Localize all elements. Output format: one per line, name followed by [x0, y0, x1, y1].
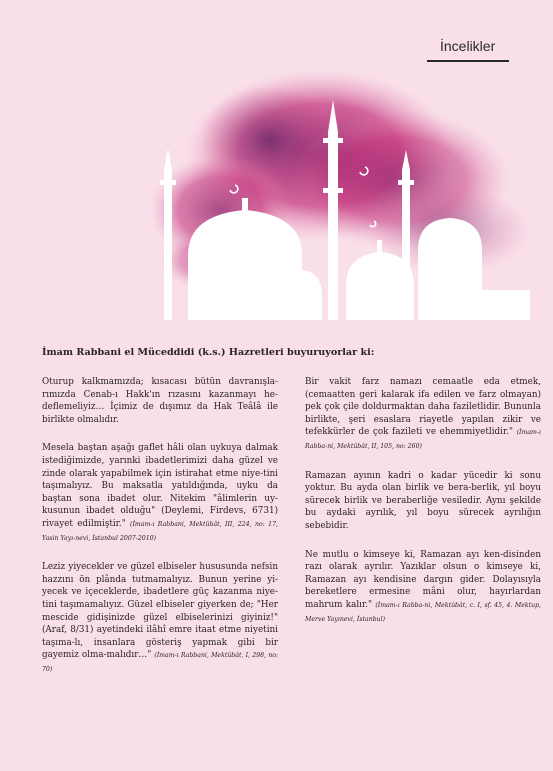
left-column: [42, 376, 278, 692]
paragraph-text: Oturup kalkmamızda; kısacası bütün davranışla-rımızda Cenab-ı Hakk'ın rızasını kazanmayı he-deflemeliyiz… İçimiz de dışımız da Hak Teâlâ ile birlikte olmalıdır.: [42, 377, 278, 425]
paragraph-text: Bir vakit farz namazı cemaatle eda etmek, (cemaatten geri kalarak ifa edilen ve farz olmayan) pek çok çile doldurmaktan daha faziletlidir. Bununla birlikte, şeri esaslara riayetle yapılan zikir ve tefekkürler de çok fazileti ve ehemmiyetlidir.": [305, 377, 541, 438]
paragraph: [42, 442, 278, 545]
section-label: İncelikler: [440, 38, 496, 54]
paragraph: [305, 470, 541, 533]
paragraph-text: Ne mutlu o kimseye ki, Ramazan ayı ken-disinden razı olarak ayrılır. Yazıklar olsun o kimseye ki, Ramazan ayı kendisine dargın gider. Dolayısıyla bereketlere ermesine mâni olur, hayırlardan mahrum kalır.": [305, 549, 541, 610]
citation: (İmam-ı Rabba-ni, Mektûbât, II, 105, no: 260): [305, 429, 541, 450]
citation: (İmam-ı Rabba-ni, Mektûbât, c. I, sf. 45, 4. Mektup, Merve Yayınevi, İstanbul): [305, 601, 542, 623]
intro-heading: İmam Rabbani el Müceddidi (k.s.) Hazretleri buyuruyorlar ki:: [42, 347, 375, 358]
paragraph-text: Mesela baştan aşağı gaflet hâli olan uykuya dalmak istediğimizde, yarınki ibadetlerimizi daha güzel ve zinde olarak yapabilmek için istirahat etme niye-tini taşımalıyız. Bu maksatla yatıldığında, uyku da baştan sona ibadet olur. Nitekim "âlimlerin uy-kusunun ibadet olduğu" (Deylemi, Firdevs, 6731) rivayet edilmiştir.": [42, 443, 278, 529]
paragraph-text: Leziz yiyecekler ve güzel elbiseler hususunda nefsin hazzını ön plânda tutmamalıyız. Bunun yerine yi-yecek ve içeceklerde, ibadetlere güç kazanma niye-tini taşımamalıyız. Güzel elbiseler giyerken de; "Her mescide gidişinizde güzel elbiselerinizi giyiniz!" (Araf, 8/31) ayetindeki ilâhî emre itaat etme niyetini taşıma-lı, insanlara gösteriş yapmak gibi bir gayemiz olma-malıdır…": [42, 562, 278, 661]
right-column: [305, 376, 541, 642]
mosque-silhouette-icon: [150, 60, 530, 320]
citation: (İmam-ı Rabbani, Mektûbât, I, 298, no: 70): [42, 652, 279, 673]
paragraph: [305, 549, 541, 627]
citation: (İmam-ı Rabbani, Mektûbât, III, 224, no: 17, Yasin Yayı-nevi, İstanbul 2007-2010): [42, 520, 279, 542]
paragraph-text: Ramazan ayının kadri o kadar yücedir ki sonu yoktur. Bu ayda olan birlik ve bera-berlik, yıl boyu sürecek birlik ve beraberliğe vesiledir. Aynı şekilde bu aydaki ayrılık, yıl boyu sürecek ayrılığın sebebidir.: [305, 470, 541, 531]
paragraph: [42, 376, 278, 426]
paragraph: [305, 376, 541, 454]
paragraph: [42, 561, 278, 676]
